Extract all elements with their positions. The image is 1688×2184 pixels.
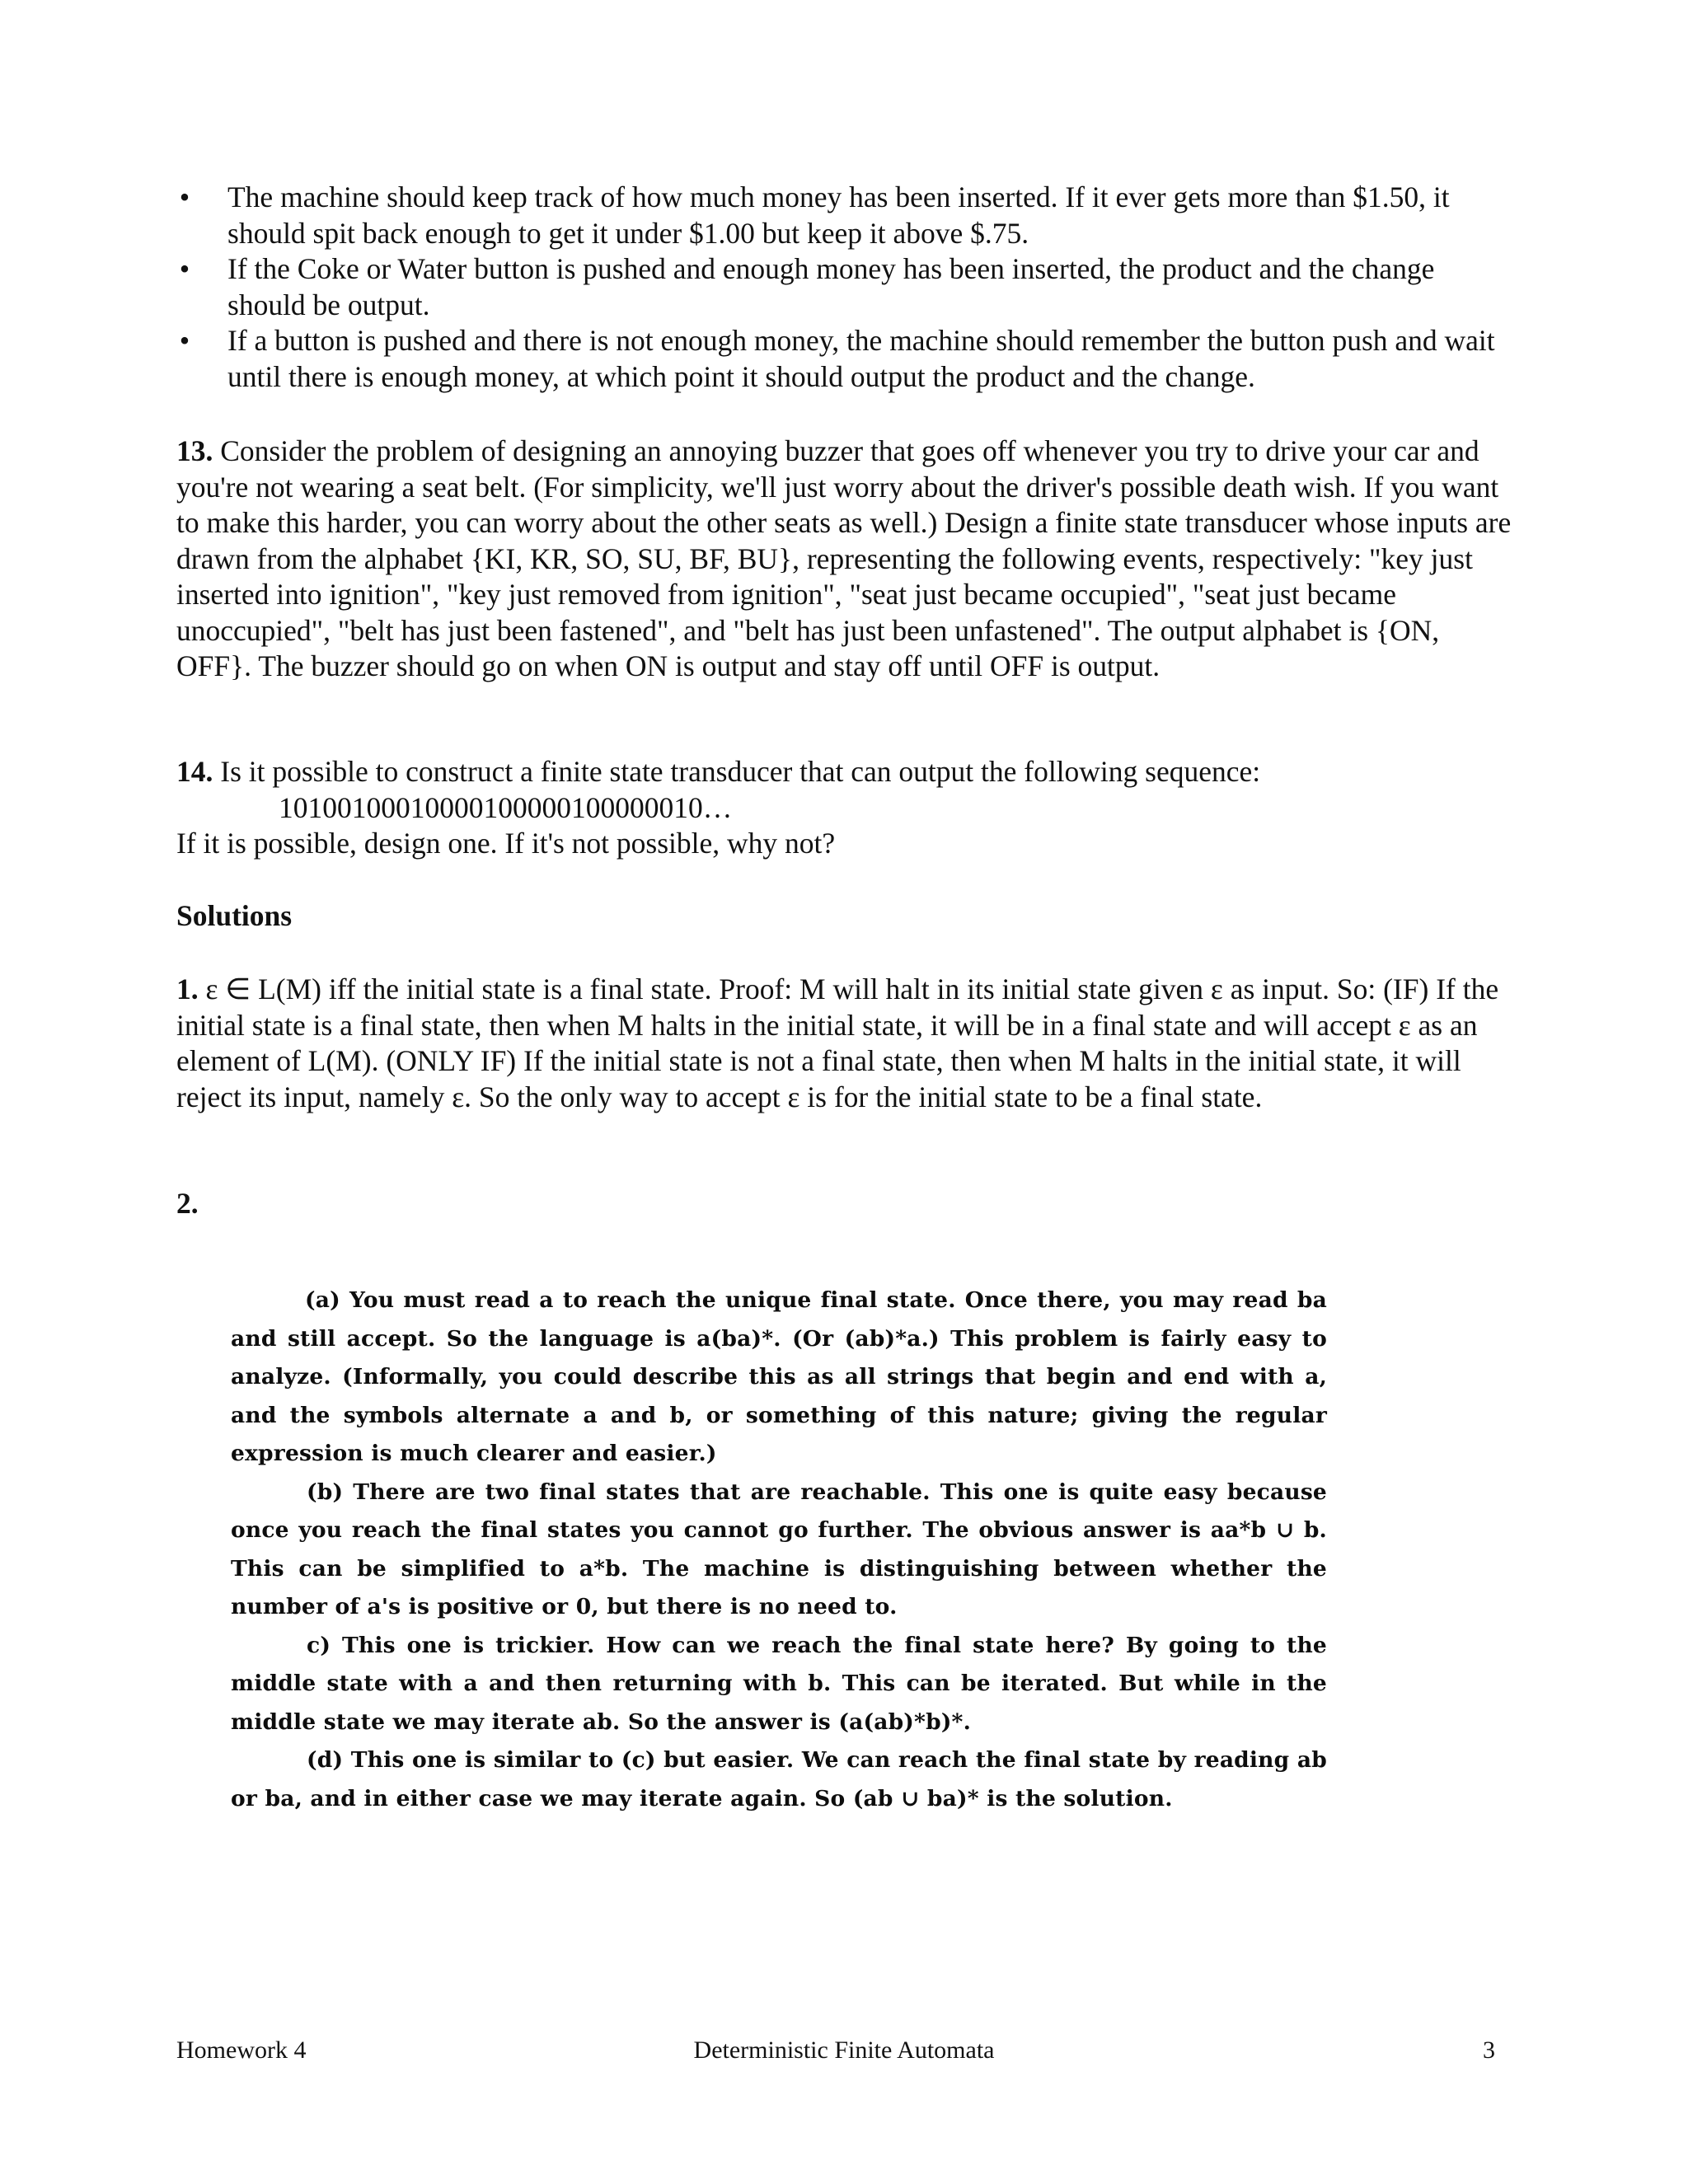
problem-13 (176, 434, 1520, 685)
problem-number: 13. (176, 434, 213, 467)
binary-sequence: 10100100010000100000100000010… (279, 790, 733, 824)
solution-1 (176, 972, 1520, 1115)
solution-2a: (a) You must read a to reach the unique final state. Once there, you may read ba and still accept. So the language is a(ba)*. (Or (ab)*a.) This problem is fairly easy to analyze. (Informally, you could describe this as all strings that begin and end with a, and the symbols alternate a and b, or something of this nature; giving the regular expression is much clearer and easier.) (231, 1287, 1327, 1466)
bullet-icon: • (179, 252, 190, 285)
problem-number: 14. (176, 755, 213, 788)
solution-2b: (b) There are two final states that are reachable. This one is quite easy because once you reach the final states you cannot go further. The obvious answer is aa*b ∪ b. This can be simplified to a*b. The machine is distinguishing between whether the number of a's is positive or 0, but there is no need to. (231, 1479, 1327, 1619)
solution-2d: (d) This one is similar to (c) but easier. We can reach the final state by reading ab or ba, and in either case we may iterate again. So (ab ∪ ba)* is the solution. (231, 1747, 1327, 1811)
solution-2c: c) This one is trickier. How can we reach the final state here? By going to the middle state with a and then returning with b. This can be iterated. But while in the middle state we may iterate ab. So the answer is (a(ab)*b)*. (231, 1632, 1327, 1735)
footer-title: Deterministic Finite Automata (693, 2036, 995, 2064)
list-item: • If a button is pushed and there is not enough money, the machine should remember the button push and wait until there is enough money, at which point it should output the product and the change. (176, 323, 1512, 395)
solution-number: 1. (176, 972, 199, 1005)
requirements-list (176, 180, 1512, 395)
page-number: 3 (1483, 2036, 1495, 2064)
solution-2-number: 2. (176, 1187, 199, 1220)
problem-text: Consider the problem of designing an annoying buzzer that goes off whenever you try to drive your car and you're not wearing a seat belt. (For simplicity, we'll just worry about the driver's possible death wish. If you want to make this harder, you can worry about the other seats as well.) Design a finite state transducer whose inputs are drawn from the alphabet {KI, KR, SO, SU, BF, BU}, representing the following events, respectively: "key just inserted into ignition", "key just removed from ignition", "seat just became occupied", "seat just became unoccupied", "belt has just been fastened", and "belt has just been unfastened". The output alphabet is {ON, OFF}. The buzzer should go on when ON is output and stay off until OFF is output. (176, 434, 1512, 682)
list-item: • If the Coke or Water button is pushed and enough money has been inserted, the product and the change should be output. (176, 251, 1512, 323)
bullet-icon: • (179, 180, 190, 213)
solution-text: ε ∈ L(M) iff the initial state is a final state. Proof: M will halt in its initial state given ε as input. So: (IF) If the initial state is a final state, then when M halts in the initial state, it will be in a final state and will accept ε as an element of L(M). (ONLY IF) If the initial state is not a final state, then when M halts in the initial state, it will reject its input, namely ε. So the only way to accept ε is for the initial state to be a final state. (176, 972, 1499, 1113)
solutions-heading: Solutions (176, 899, 293, 932)
problem-question: If it is possible, design one. If it's not possible, why not? (176, 827, 836, 860)
bullet-icon: • (179, 324, 190, 357)
list-item: • The machine should keep track of how much money has been inserted. If it ever gets more than $1.50, it should spit back enough to get it under $1.00 but keep it above $.75. (176, 180, 1512, 251)
scanned-solution-2 (231, 1282, 1327, 1818)
footer-course: Homework 4 (176, 2036, 307, 2064)
problem-14 (176, 754, 1520, 862)
problem-text: Is it possible to construct a finite state transducer that can output the following sequence: (220, 755, 1261, 788)
